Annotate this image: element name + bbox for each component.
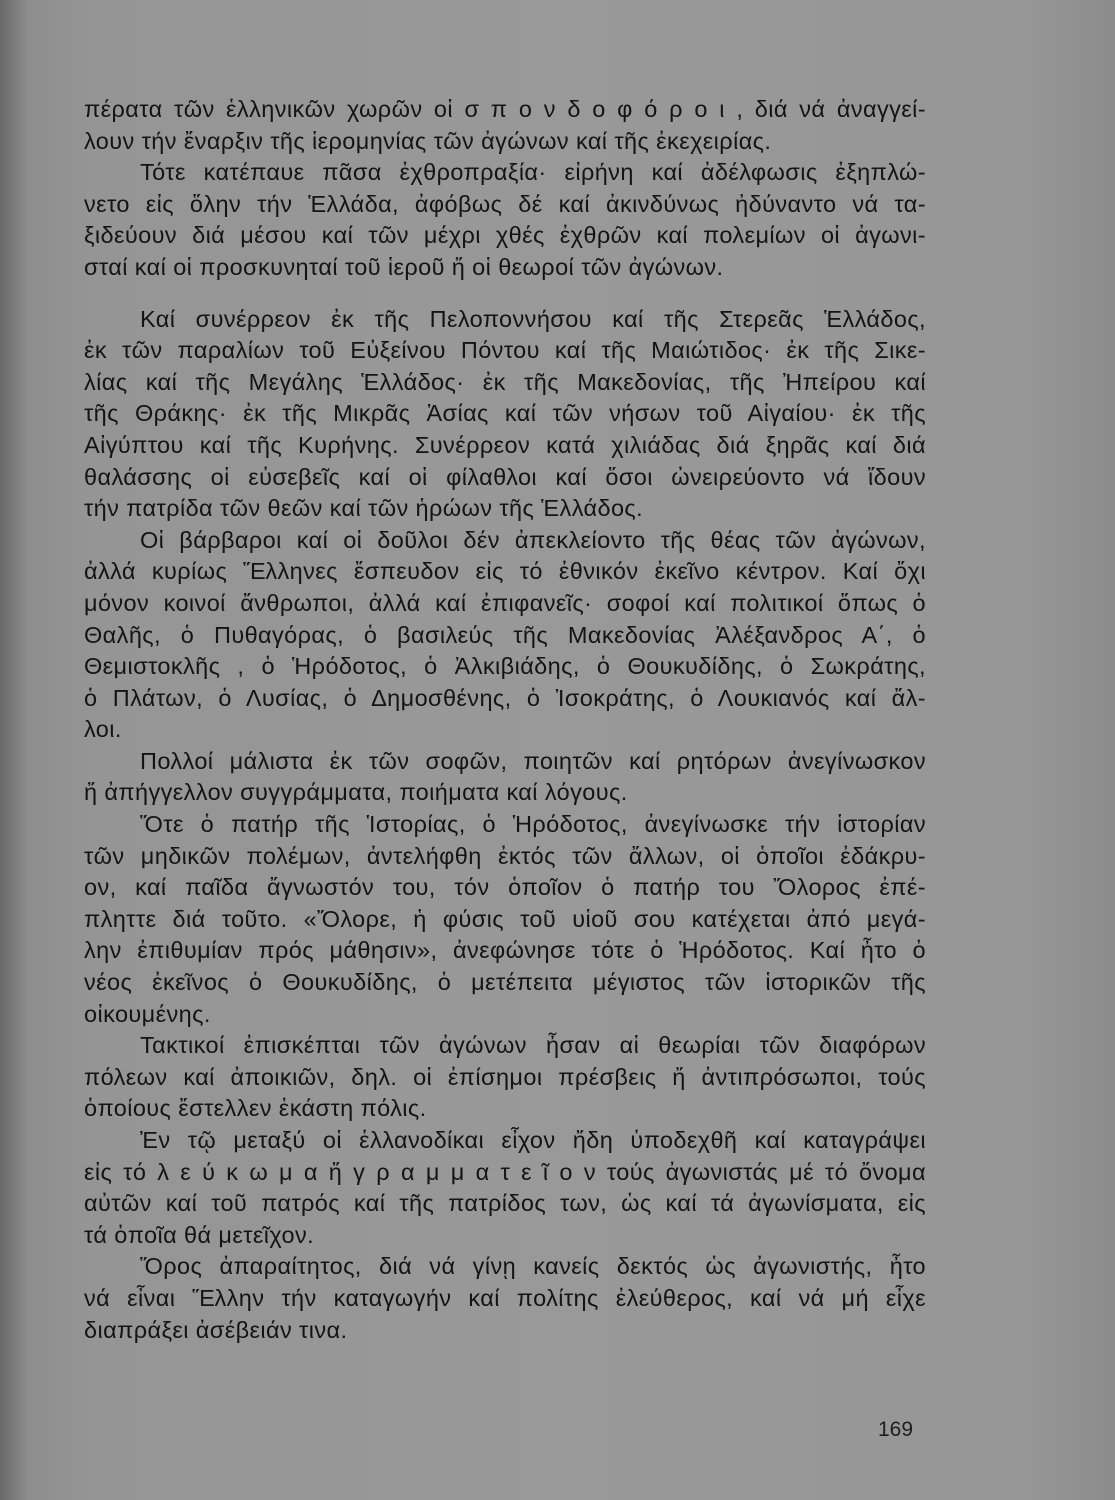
text-line: τήν πατρίδα τῶν θεῶν καί τῶν ἡρώων τῆς Ἑλλάδος. [84,495,644,522]
text-line: τά ὁποῖα θά μετεῖχον. [84,1221,315,1248]
text-line: Ὅτε ὁ πατήρ τῆς Ἱστορίας, ὁ Ἡρόδοτος, ἀνεγίνωσκε τήν ἱστορίαν [140,811,926,838]
text-line: λοι. [84,716,122,743]
text-line: πληττε διά τοῦτο. «Ὄλορε, ἡ φύσις τοῦ υἱοῦ σου κατέχεται ἀπό μεγά- [84,905,926,932]
text-line: νέος ἐκεῖνος ὁ Θουκυδίδης, ὁ μετέπειτα μέγιστος τῶν ἱστορικῶν τῆς [84,969,926,996]
body-text [84,94,926,1346]
text-line: τῆς Θράκης· ἐκ τῆς Μικρᾶς Ἀσίας καί τῶν νήσων τοῦ Αἰγαίου· ἐκ τῆς [84,400,926,427]
text-line: ἐκ τῶν παραλίων τοῦ Εὐξείνου Πόντου καί τῆς Μαιώτιδος· ἐκ τῆς Σικε- [84,337,926,364]
text-line: διαπράξει ἀσέβειάν τινα. [84,1316,348,1343]
text-line: θαλάσσης οἱ εὐσεβεῖς καί οἱ φίλαθλοι καί ὅσοι ὠνειρεύοντο νά ἴδουν [84,463,926,490]
text-line: Καί συνέρρεον ἐκ τῆς Πελοποννήσου καί τῆς Στερεᾶς Ἑλλάδος, [140,305,926,332]
text-line: Θαλῆς, ὁ Πυθαγόρας, ὁ βασιλεύς τῆς Μακεδονίας Ἀλέξανδρος Α΄, ὁ [84,621,926,648]
text-line: Πολλοί μάλιστα ἐκ τῶν σοφῶν, ποιητῶν καί ρητόρων ἀνεγίνωσκον [140,747,926,774]
binding-shadow [0,0,28,1500]
text-line: Αἰγύπτου καί τῆς Κυρήνης. Συνέρρεον κατά χιλιάδας διά ξηρᾶς καί διά [84,431,926,458]
text-line: λην ἐπιθυμίαν πρός μάθησιν», ἀνεφώνησε τότε ὁ Ἡρόδοτος. Καί ἦτο ὁ [84,937,926,964]
text-line: Οἱ βάρβαροι καί οἱ δοῦλοι δέν ἀπεκλείοντο τῆς θέας τῶν ἀγώνων, [140,526,926,553]
text-line: ξιδεύουν διά μέσου καί τῶν μέχρι χθές ἐχθρῶν καί πολεμίων οἱ ἀγωνι- [84,222,926,249]
text-line: οἰκουμένης. [84,1000,211,1027]
text-line: νά εἶναι Ἕλλην τήν καταγωγήν καί πολίτης ἐλεύθερος, καί νά μή εἶχε [84,1284,926,1311]
text-line: πέρατα τῶν ἑλληνικῶν χωρῶν οἱ σ π ο ν δ ο φ ό ρ ο ι , διά νά ἀναγγεί- [84,96,926,122]
text-line: μόνον κοινοί ἄνθρωποι, ἀλλά καί ἐπιφανεῖς· σοφοί καί πολιτικοί ὅπως ὁ [84,589,926,616]
text-line: πόλεων καί ἀποικιῶν, δηλ. οἱ ἐπίσημοι πρέσβεις ἤ ἀντιπρόσωποι, τούς [84,1063,926,1090]
text-line: αὐτῶν καί τοῦ πατρός καί τῆς πατρίδος των, ὡς καί τά ἀγωνίσματα, εἰς [84,1190,926,1217]
text-line: τῶν μηδικῶν πολέμων, ἀντελήφθη ἐκτός τῶν ἄλλων, οἱ ὁποῖοι ἐδάκρυ- [84,842,926,869]
text-line: εἰς τό λ ε ύ κ ω μ α ἤ γ ρ α μ μ α τ ε ῖ ο ν τούς ἀγωνιστάς μέ τό ὄνομα [84,1158,926,1185]
text-line: Τακτικοί ἐπισκέπται τῶν ἀγώνων ἦσαν αἱ θεωρίαι τῶν διαφόρων [140,1032,926,1059]
text-line: Ἐν τῷ μεταξύ οἱ ἑλλανοδίκαι εἶχον ἤδη ὑποδεχθῆ καί καταγράψει [140,1127,926,1153]
text-line: ὁποίους ἔστελλεν ἑκάστη πόλις. [84,1095,427,1122]
text-line: ὁ Πλάτων, ὁ Λυσίας, ὁ Δημοσθένης, ὁ Ἰσοκράτης, ὁ Λουκιανός καί ἄλ- [84,684,926,711]
text-line: Ὅρος ἀπαραίτητος, διά νά γίνῃ κανείς δεκτός ὡς ἀγωνιστής, ἦτο [140,1253,926,1280]
text-line: Θεμιστοκλῆς , ὁ Ἡρόδοτος, ὁ Ἀλκιβιάδης, ὁ Θουκυδίδης, ὁ Σωκράτης, [84,653,926,680]
text-line: λίας καί τῆς Μεγάλης Ἑλλάδος· ἐκ τῆς Μακεδονίας, τῆς Ἠπείρου καί [84,368,926,395]
page-number: 169 [878,1418,914,1441]
text-line: νετο εἰς ὅλην τήν Ἑλλάδα, ἀφόβως δέ καί ἀκινδύνως ἠδύναντο νά τα- [84,190,926,217]
text-line: Τότε κατέπαυε πᾶσα ἐχθροπραξία· εἰρήνη καί ἀδέλφωσις ἐξηπλώ- [140,159,926,186]
text-line: σταί καί οἱ προσκυνηταί τοῦ ἱεροῦ ἤ οἱ θεωροί τῶν ἀγώνων. [84,253,724,280]
text-line: λουν τήν ἔναρξιν τῆς ἱερομηνίας τῶν ἀγώνων καί τῆς ἐκεχειρίας. [84,127,772,154]
paragraph-gap [84,284,926,304]
text-line: ἀλλά κυρίως Ἕλληνες ἔσπευδον εἰς τό ἐθνικόν ἐκεῖνο κέντρον. Καί ὄχι [84,558,926,585]
text-line: ον, καί παῖδα ἄγνωστόν του, τόν ὁποῖον ὁ πατήρ του Ὄλορος ἐπέ- [84,874,926,901]
text-line: ἤ ἀπήγγελλον συγγράμματα, ποιήματα καί λόγους. [84,779,628,806]
